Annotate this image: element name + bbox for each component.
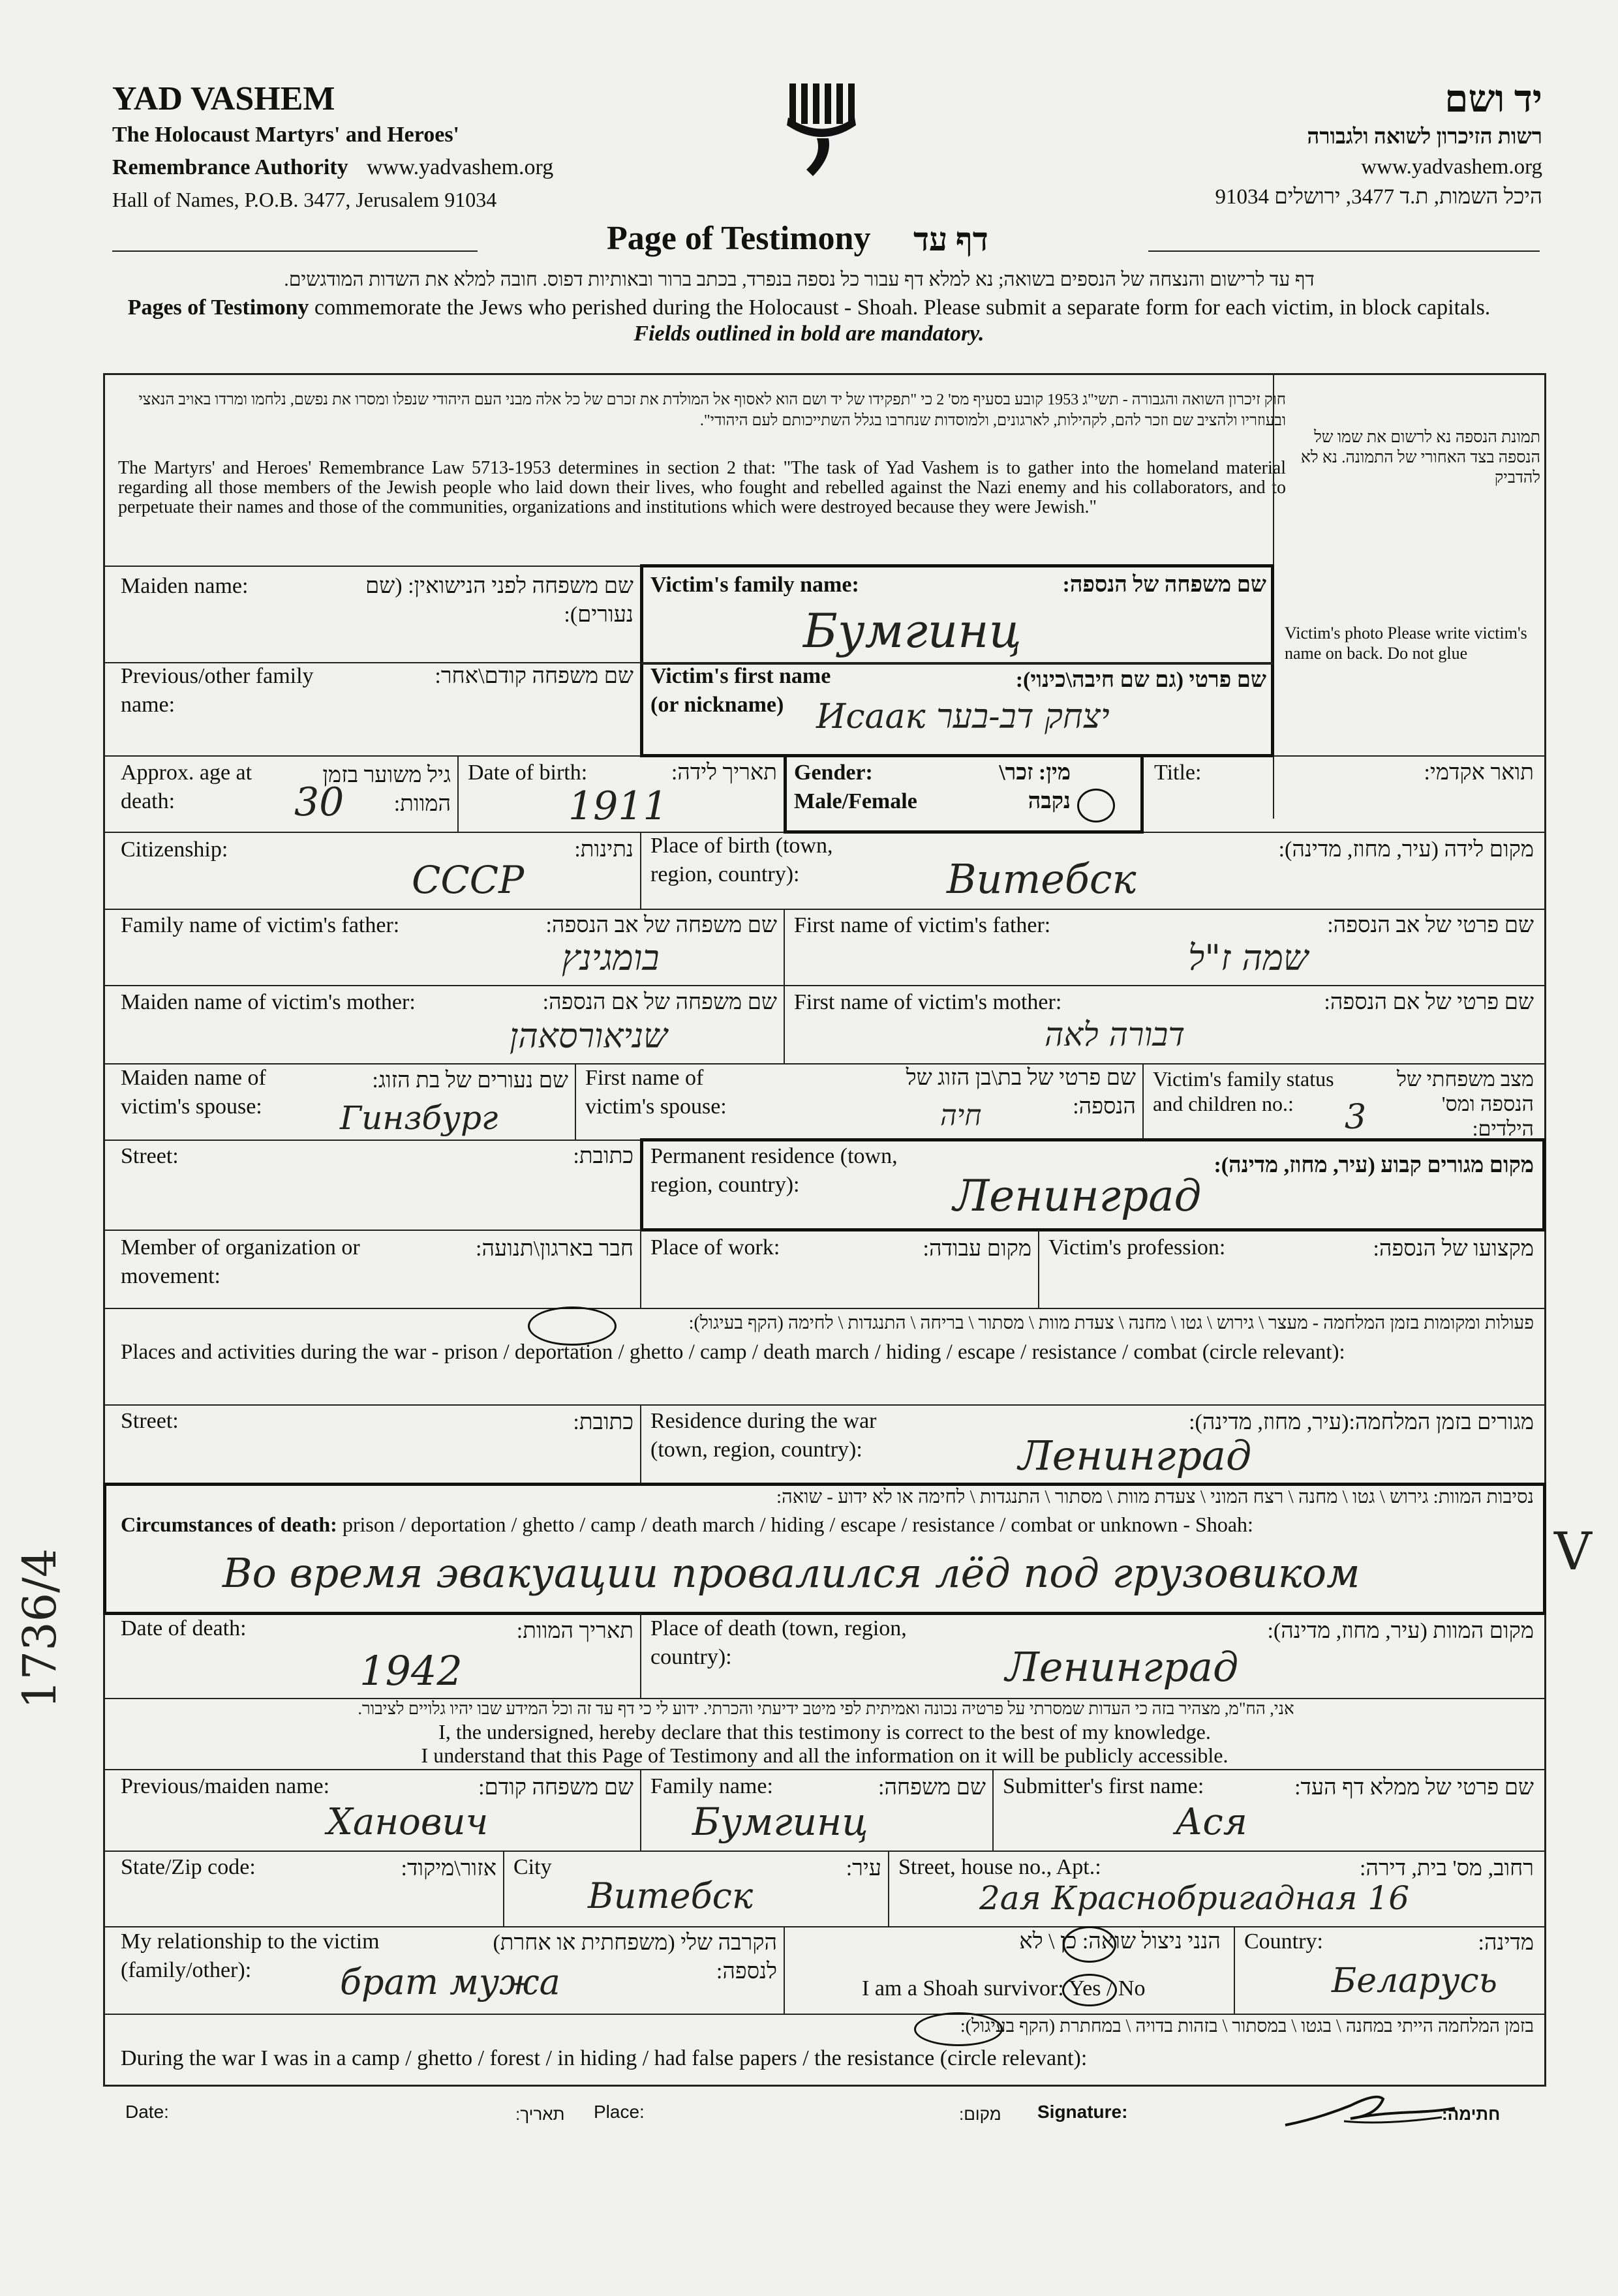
activity-combat-circle — [528, 1307, 617, 1346]
mother-maiden-name-value: שניאורסאהן — [510, 1017, 667, 1056]
city-label: City — [513, 1855, 552, 1879]
circumstances-label — [121, 1513, 1253, 1537]
title-rule-left — [112, 250, 478, 252]
mother-maiden-name-label-he: שם משפחה של אם הנספה: — [542, 990, 777, 1014]
mother-first-name-label-he: שם פרטי של אם הנספה: — [1324, 990, 1534, 1014]
permanent-residence-value: Ленинград — [953, 1171, 1202, 1221]
survivor-label: I am a Shoah survivor: — [862, 1976, 1064, 2001]
submitter-family-name-label: Family name: — [650, 1774, 773, 1798]
citizenship-label-he: נתינות: — [574, 838, 633, 862]
pob-label-he: מקום לידה (עיר, מחוז, מדינה): — [1278, 838, 1534, 862]
permanent-residence-label-he: מקום מגורים קבוע (עיר, מחוז, מדינה): — [1214, 1153, 1534, 1177]
survivor-yes-circle — [1062, 1974, 1117, 2006]
citizenship-value: СССР — [412, 858, 525, 902]
father-family-name-value: בומגינץ — [562, 937, 660, 978]
org-subtitle-he: רשות הזיכרון לשואה ולגבורה — [1307, 125, 1542, 149]
age-value: 30 — [294, 779, 344, 825]
family-status-label: Victim's family status and children no.: — [1153, 1067, 1334, 1115]
place-label: Place: — [594, 2102, 645, 2122]
previous-name-label-he: שם משפחה קודם\אחר: — [435, 664, 633, 688]
maiden-name-label: Maiden name: — [121, 574, 249, 598]
during-war-label: During the war I was in a camp / ghetto / forest / in hiding / had false papers / the resistance (circle relevant): — [121, 2046, 1088, 2070]
pob-value: Витебск — [947, 855, 1137, 903]
declaration-en-2: I understand that this Page of Testimony and all the information on it will be publicly accessible. — [421, 1744, 1229, 1767]
intro-he: דף עד לרישום והנצחה של הנספים בשואה; נא למלא דף עבור כל נספה בנפרד, בכתב ברור ובאותיות דפוס. חובה למלא את השדות המודגשים. — [284, 269, 1315, 290]
photo-note-he: תמונת הנספה נא לרשום את שמו של הנספה בצד האחורי של התמונה. נא לא להדביק — [1300, 429, 1540, 487]
victim-family-name-value: Бумгинц — [803, 603, 1022, 658]
street-house-label-he: רחוב, מס' בית, דירה: — [1359, 1856, 1534, 1881]
zip-code-label: State/Zip code: — [121, 1855, 256, 1879]
war-residence-label-he: מגורים בזמן המלחמה:(עיר, מחוז, מדינה): — [1189, 1410, 1534, 1434]
father-first-name-value: שמה ז"ל — [1188, 937, 1309, 978]
declaration-en-1: I, the undersigned, hereby declare that this testimony is correct to the best of my knowledge. — [438, 1720, 1211, 1744]
submitter-previous-name-label-he: שם משפחה קודם: — [478, 1775, 633, 1800]
citizenship-label: Citizenship: — [121, 838, 228, 862]
permanent-residence-label: Permanent residence (town, region, country): — [650, 1144, 898, 1197]
survivor-label-he: הנני ניצול שואה: כן \ לא — [1019, 1929, 1221, 1954]
submitter-first-name-value: Ася — [1175, 1801, 1247, 1843]
street-label-he: כתובת: — [573, 1144, 633, 1168]
street-house-label: Street, house no., Apt.: — [898, 1855, 1101, 1879]
organization-label: Member of organization or movement: — [121, 1235, 360, 1288]
submitter-first-name-label: Submitter's first name: — [1003, 1774, 1204, 1798]
circumstances-label-bold: Circumstances of death: — [121, 1513, 337, 1536]
place-of-work-label: Place of work: — [650, 1235, 780, 1260]
spouse-first-name-value: חיה — [940, 1099, 982, 1132]
father-family-name-label-he: שם משפחה של אב הנספה: — [545, 913, 777, 937]
photo-note-en: Victim's photo Please write victim's name on back. Do not glue — [1285, 624, 1527, 663]
title-label-he: תואר אקדמי: — [1424, 761, 1534, 785]
survivor-yes-option — [1069, 1976, 1101, 2001]
title-rule-right — [1148, 250, 1540, 252]
circumstances-label-text: prison / deportation / ghetto / camp / death march / hiding / escape / resistance / combat or unknown - Shoah: — [337, 1513, 1253, 1536]
survivor-yes-he-circle — [1063, 1926, 1116, 1963]
dob-value: 1911 — [568, 783, 668, 829]
spouse-maiden-name-label-he: שם נעורים של בת הזוג: — [372, 1068, 568, 1093]
place-of-death-label-he: מקום המוות (עיר, מחוז, מדינה): — [1267, 1619, 1534, 1643]
pob-label: Place of birth (town, region, country): — [650, 834, 833, 886]
signature-label: Signature: — [1037, 2102, 1128, 2122]
children-count-value: 3 — [1345, 1098, 1367, 1137]
date-of-death-value: 1942 — [359, 1647, 463, 1695]
father-first-name-label-he: שם פרטי של אב הנספה: — [1327, 913, 1534, 937]
date-label: Date: — [125, 2102, 169, 2122]
intro-en-mandatory: Fields outlined in bold are mandatory. — [633, 322, 985, 346]
survivor-no-label: No — [1118, 1976, 1146, 2001]
maiden-name-label-he: שם משפחה לפני הנישואין: (שם נעורים): — [365, 574, 633, 627]
activities-label: Places and activities during the war - prison / deportation / ghetto / camp / death march / hiding / escape / resistance / combat (circle relevant): — [121, 1340, 1345, 1364]
street-label: Street: — [121, 1144, 179, 1168]
spouse-first-name-label-he: שם פרטי של בת\בן הזוג של הנספה: — [906, 1066, 1136, 1119]
during-war-label-he: בזמן המלחמה הייתי במחנה \ בגטו \ במסתור \ בזהות בדויה \ במחתרת (הקף בעיגול): — [960, 2016, 1534, 2036]
activities-label-he: פעולות ומקומות בזמן המלחמה - מעצר \ גירוש \ גטו \ מחנה \ צעדת מוות \ מסתור \ בריחה \ התנגדות \ לחימה (הקף בעיגול): — [688, 1313, 1534, 1333]
spouse-first-name-label: First name of victim's spouse: — [585, 1066, 727, 1119]
family-status-label-he: מצב משפחתי של הנספה ומס' הילדים: — [1396, 1067, 1534, 1140]
place-of-death-value: Ленинград — [1005, 1643, 1239, 1691]
signature-label-he: חתימה: — [1442, 2104, 1501, 2124]
law-text-en: The Martyrs' and Heroes' Remembrance Law 5713-1953 determines in section 2 that: "The task of Yad Vashem is to gather into the homeland material regarding all those members of the Jewish people who laid down their lives, who fought and rebelled against the Nazi enemy and his collaborators, and to perpetuate their names and those of the communities, organizations and institutions which were destroyed because they were Jewish." — [118, 458, 1286, 517]
circumstances-value: Во время эвакуации провалился лёд под грузовиком — [222, 1549, 1360, 1597]
country-label-he: מדינה: — [1478, 1931, 1534, 1955]
org-name-he: יד ושם — [1444, 78, 1542, 120]
during-war-circle — [914, 2012, 1003, 2046]
father-family-name-label: Family name of victim's father: — [121, 913, 400, 937]
org-subtitle-en-1: The Holocaust Martyrs' and Heroes' — [112, 123, 459, 147]
intro-en-bold: Pages of Testimony — [127, 295, 309, 320]
page-title: Page of Testimony — [607, 220, 871, 257]
war-street-label-he: כתובת: — [573, 1410, 633, 1434]
victim-first-name-value: Исаак יצחק דב-בער — [816, 697, 1110, 736]
intro-en-text: commemorate the Jews who perished during the Holocaust - Shoah. Please submit a separate form for each victim, in block capitals. — [309, 295, 1491, 320]
circumstances-label-he: נסיבות המוות: גירוש \ גטו \ מחנה \ רצח המוני \ צעדת מוות \ מסתור \ התנגדות \ לחימה או לא ידוע - שואה: — [776, 1487, 1534, 1507]
submitter-family-name-label-he: שם משפחה: — [878, 1775, 986, 1800]
website-en: www.yadvashem.org — [367, 155, 554, 179]
survivor-question: I am a Shoah survivor: Yes / No — [862, 1974, 1145, 2003]
testimony-form — [103, 373, 1546, 2087]
gender-label: Gender: Male/Female — [794, 761, 917, 813]
war-residence-label: Residence during the war (town, region, country): — [650, 1409, 877, 1462]
war-street-label: Street: — [121, 1409, 179, 1433]
date-of-death-label-he: תאריך המוות: — [516, 1619, 633, 1643]
age-label: Approx. age at death: — [121, 761, 252, 813]
country-label: Country: — [1244, 1929, 1323, 1954]
signature-scribble-icon — [1279, 2079, 1461, 2138]
margin-number: 1736/4 — [13, 1548, 67, 1709]
law-text-he: חוק זיכרון השואה והגבורה - תשי"ג 1953 קובע בסעיף מס' 2 כי "תפקידו של יד ושם הוא לאסוף אל המולדת את זכרם של כל אלה מבני העם היהודי שנפלו ומסרו את נפשם, נלחמו ומרדו באויב הנאצי ובעוזריו ולהציב שם וזכר להם, לקהילות, לארגונים, ולמוסדות שנחרבו בגלל השתייכותם לעם היהודי". — [138, 391, 1286, 429]
date-of-death-label: Date of death: — [121, 1616, 247, 1640]
address-en: Hall of Names, P.O.B. 3477, Jerusalem 91034 — [112, 188, 497, 211]
victim-family-name-label: Victim's family name: — [650, 573, 859, 597]
victim-first-name-label: Victim's first name (or nickname) — [650, 664, 831, 717]
place-of-work-label-he: מקום עבודה: — [923, 1237, 1031, 1261]
place-label-he: מקום: — [959, 2104, 1001, 2124]
submitter-previous-name-value: Ханович — [327, 1801, 489, 1843]
intro-en — [124, 295, 1494, 347]
father-first-name-label: First name of victim's father: — [794, 913, 1051, 937]
city-value: Витебск — [588, 1875, 754, 1916]
org-subtitle-line-2 — [112, 155, 553, 180]
check-mark: V — [1554, 1521, 1592, 1582]
country-value: Беларусь — [1332, 1961, 1497, 2001]
profession-label: Victim's profession: — [1048, 1235, 1226, 1260]
org-name-en: YAD VASHEM — [112, 80, 335, 117]
relationship-label: My relationship to the victim (family/other): — [121, 1929, 380, 1982]
place-of-death-label: Place of death (town, region, country): — [650, 1616, 907, 1669]
war-residence-value: Ленинград — [1018, 1432, 1252, 1479]
yad-vashem-logo-icon — [776, 78, 874, 186]
org-subtitle-en-2: Remembrance Authority — [112, 155, 348, 179]
city-label-he: עיר: — [846, 1856, 881, 1881]
profession-label-he: מקצועו של הנספה: — [1373, 1237, 1534, 1261]
street-house-value: 2ая Краснобригадная 16 — [979, 1879, 1410, 1917]
previous-name-label: Previous/other family name: — [121, 664, 314, 717]
date-label-he: תאריך: — [515, 2104, 565, 2124]
title-label: Title: — [1154, 761, 1202, 785]
submitter-family-name-value: Бумгинц — [692, 1800, 868, 1844]
declaration-he: אני, הח"מ, מצהיר בזה כי העדות שמסרתי על פרטיה נכונה ואמיתית לפי מיטב ידיעתי והכרתי. ידוע לי כי דף עד זה וכל המידע שבו יהיו גלויים לציבור. — [358, 1699, 1294, 1718]
relationship-label-he: הקרבה שלי (משפחתית או אחרת) לנספה: — [493, 1931, 777, 1984]
spouse-maiden-name-value: Гинзбург — [340, 1099, 498, 1137]
dob-label-he: תאריך לידה: — [671, 761, 777, 785]
gender-label-he: מין: זכר\ נקבה — [999, 761, 1071, 813]
mother-first-name-value: דבורה לאה — [1045, 1016, 1185, 1053]
relationship-value: брат мужа — [340, 1961, 560, 2002]
website-he: www.yadvashem.org — [1361, 155, 1542, 179]
dob-label: Date of birth: — [468, 761, 588, 785]
survivor-yes-label: Yes — [1068, 1976, 1101, 2001]
victim-first-name-label-he: שם פרטי (גם שם חיבה\כינוי): — [1015, 668, 1266, 692]
address-he: היכל השמות, ת.ד 3477, ירושלים 91034 — [1215, 185, 1542, 209]
spouse-maiden-name-label: Maiden name of victim's spouse: — [121, 1066, 266, 1119]
zip-code-label-he: אזור\מיקוד: — [401, 1856, 496, 1881]
page-title-he: דף עד — [913, 221, 988, 258]
submitter-first-name-label-he: שם פרטי של ממלא דף העד: — [1294, 1775, 1534, 1800]
victim-family-name-label-he: שם משפחה של הנספה: — [1062, 573, 1266, 597]
gender-male-circle — [1077, 789, 1115, 823]
age-label-he: גיל משוער בזמן המוות: — [322, 763, 451, 816]
mother-maiden-name-label: Maiden name of victim's mother: — [121, 990, 416, 1014]
mother-first-name-label: First name of victim's mother: — [794, 990, 1062, 1014]
organization-label-he: חבר בארגון\תנועה: — [476, 1237, 633, 1261]
submitter-previous-name-label: Previous/maiden name: — [121, 1774, 330, 1798]
